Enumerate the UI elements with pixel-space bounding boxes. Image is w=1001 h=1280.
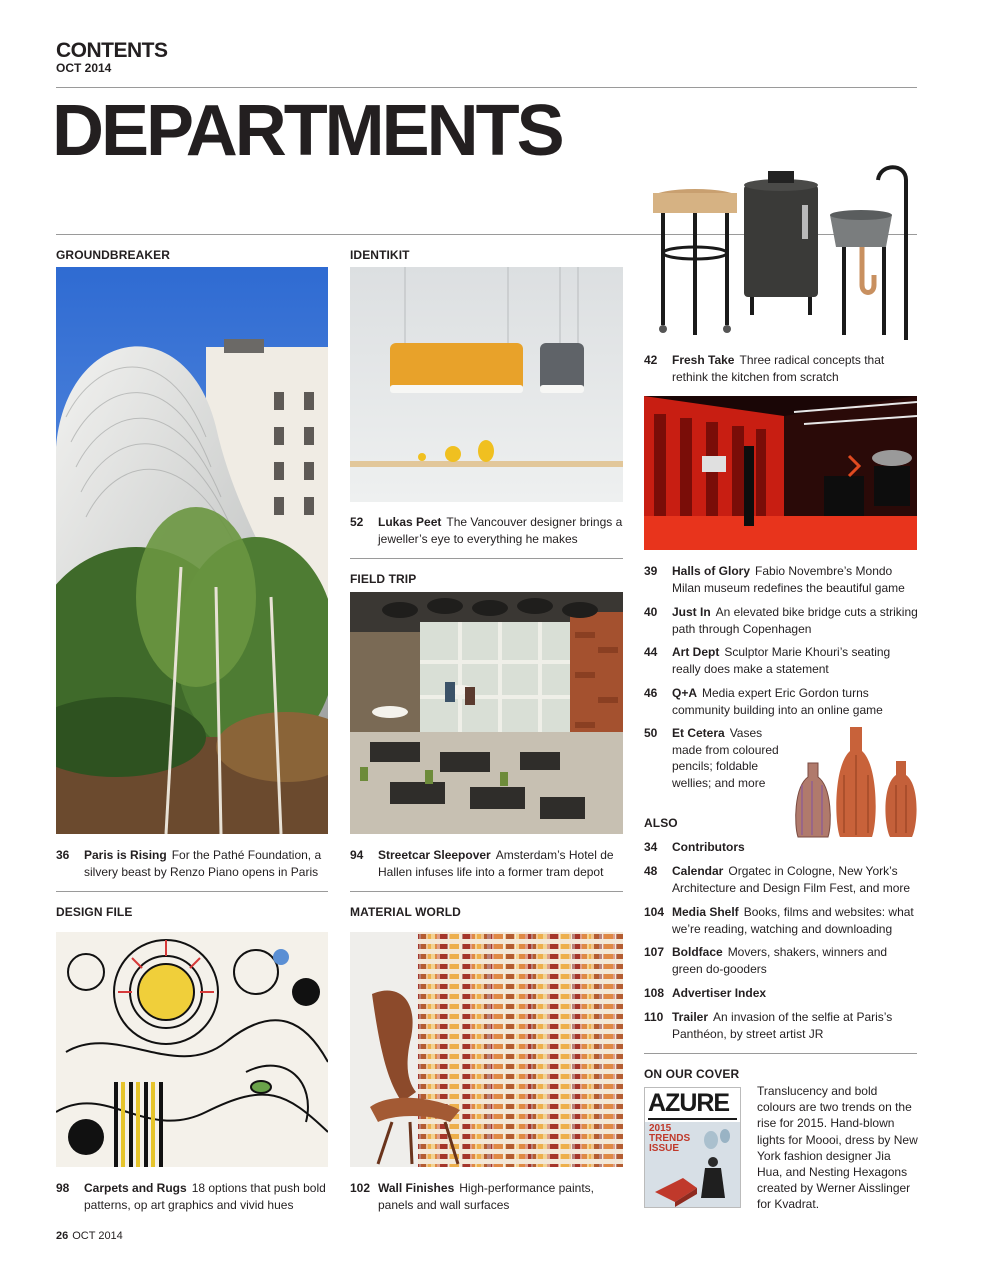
also-item-page: 107 [644,945,665,959]
list-item[interactable] [644,563,918,596]
feature-description: High-performance paints, panels and wall surfaces [378,1181,594,1212]
feature-title: Carpets and Rugs [84,1181,187,1195]
cover-description: Translucency and bold colours are two trends on the rise for 2015. Hand-blown lights for Moooi, dress by New York fashion designer Jia Hua, and Nesting Hexagons created by Werner Aisslinger for Kvadrat. [757,1084,918,1212]
feature-description: Amsterdam’s Hotel de Hallen infuses life into a former tram depot [378,848,614,879]
field-trip-photo[interactable] [350,592,623,834]
list-item[interactable] [644,604,918,637]
cover-issue-line: TRENDS [649,1133,691,1144]
list-item-page: 50 [644,726,658,740]
section-label-groundbreaker: GROUNDBREAKER [56,248,170,262]
list-item-title: Halls of Glory [672,564,751,578]
feature-page-number: 36 [56,848,70,862]
cover-image [645,1122,740,1207]
feature-description: 18 options that push bold patterns, op art graphics and vivid hues [84,1181,326,1212]
list-item-page: 44 [644,645,658,659]
also-item[interactable] [644,904,918,937]
cover-thumbnail[interactable] [644,1087,741,1208]
section-label-identikit: IDENTIKIT [350,248,410,262]
identikit-photo[interactable] [350,267,623,502]
list-item-title: Just In [672,605,711,619]
also-item-title: Boldface [672,945,723,959]
feature-fresh[interactable] [644,352,918,385]
cover-issue-line: ISSUE [649,1143,680,1154]
column-divider [350,558,623,559]
groundbreaker-photo[interactable] [56,267,328,834]
cover-issue-line: 2015 [649,1123,672,1134]
column-divider [644,1053,917,1054]
page-footer [56,1230,123,1242]
page-number: 26 [56,1230,69,1242]
feature-description: Three radical concepts that rethink the kitchen from scratch [672,353,885,384]
list-item-description: Vases made from coloured pencils; foldable wellies; and more [672,726,779,790]
also-item-description: Orgatec in Cologne, New York’s Architecture and Design Film Fest, and more [672,864,911,895]
halls-of-glory-photo[interactable] [644,396,917,550]
et-cetera-vases-photo[interactable] [792,725,920,843]
feature-page-number: 98 [56,1181,70,1195]
also-item-description: Books, films and websites: what we’re reading, watching and downloading [672,905,914,936]
feature-title: Streetcar Sleepover [378,848,491,862]
also-item-page: 108 [644,986,665,1000]
section-label-also: ALSO [644,816,678,830]
also-item-page: 110 [644,1010,664,1024]
feature-paris[interactable] [56,847,331,880]
also-item[interactable] [644,863,918,896]
design-file-photo[interactable] [56,932,328,1167]
also-item[interactable] [644,944,918,977]
section-label-design-file: DESIGN FILE [56,905,133,919]
list-item[interactable] [644,725,787,791]
list-item-page: 39 [644,564,658,578]
footer-date: OCT 2014 [72,1230,123,1242]
contents-date: OCT 2014 [56,61,112,75]
column-divider [56,891,328,892]
also-item-title: Calendar [672,864,724,878]
also-item-page: 34 [644,840,658,854]
also-item-description: An invasion of the selfie at Paris’s Panthéon, by street artist JR [672,1010,893,1041]
cover-rule [648,1118,737,1120]
section-label-on-our-cover: ON OUR COVER [644,1067,740,1081]
list-item-description: Fabio Novembre’s Mondo Milan museum redefines the beautiful game [672,564,905,595]
header-divider [56,87,917,88]
feature-description: The Vancouver designer brings a jeweller’s eye to everything he makes [378,515,623,546]
also-item-title: Contributors [672,840,745,854]
feature-streetcar[interactable] [350,847,630,880]
feature-title: Wall Finishes [378,1181,455,1195]
list-item-description: Media expert Eric Gordon turns community building into an online game [672,686,883,717]
also-item-title: Media Shelf [672,905,739,919]
page-title: DEPARTMENTS [52,91,562,171]
fresh-take-photo[interactable] [648,165,923,340]
feature-wall[interactable] [350,1180,625,1213]
feature-page-number: 42 [644,353,658,367]
feature-title: Paris is Rising [84,848,167,862]
section-label-material-world: MATERIAL WORLD [350,905,461,919]
also-item[interactable] [644,1009,918,1042]
column-divider [350,891,623,892]
list-item-title: Art Dept [672,645,720,659]
also-item[interactable] [644,839,918,856]
also-item-title: Trailer [672,1010,709,1024]
feature-description: For the Pathé Foundation, a silvery beast by Renzo Piano opens in Paris [84,848,322,879]
feature-page-number: 102 [350,1181,371,1195]
also-item-description: Movers, shakers, winners and green do-gooders [672,945,888,976]
list-item-page: 46 [644,686,658,700]
list-item[interactable] [644,685,918,718]
section-label-field-trip: FIELD TRIP [350,572,417,586]
also-item-page: 104 [644,905,665,919]
list-item-description: An elevated bike bridge cuts a striking path through Copenhagen [672,605,918,636]
feature-lukas[interactable] [350,514,625,547]
list-item-title: Q+A [672,686,698,700]
contents-title: CONTENTS [56,39,168,62]
feature-carpets[interactable] [56,1180,331,1213]
list-item-title: Et Cetera [672,726,725,740]
also-item-page: 48 [644,864,658,878]
list-item-description: Sculptor Marie Khouri’s seating really does make a statement [672,645,891,676]
feature-page-number: 52 [350,515,364,529]
feature-title: Lukas Peet [378,515,442,529]
feature-page-number: 94 [350,848,364,862]
also-item[interactable] [644,985,918,1002]
material-world-photo[interactable] [350,932,623,1167]
list-item[interactable] [644,644,918,677]
also-item-title: Advertiser Index [672,986,767,1000]
feature-title: Fresh Take [672,353,735,367]
cover-logo: AZURE [648,1089,730,1117]
list-item-page: 40 [644,605,658,619]
